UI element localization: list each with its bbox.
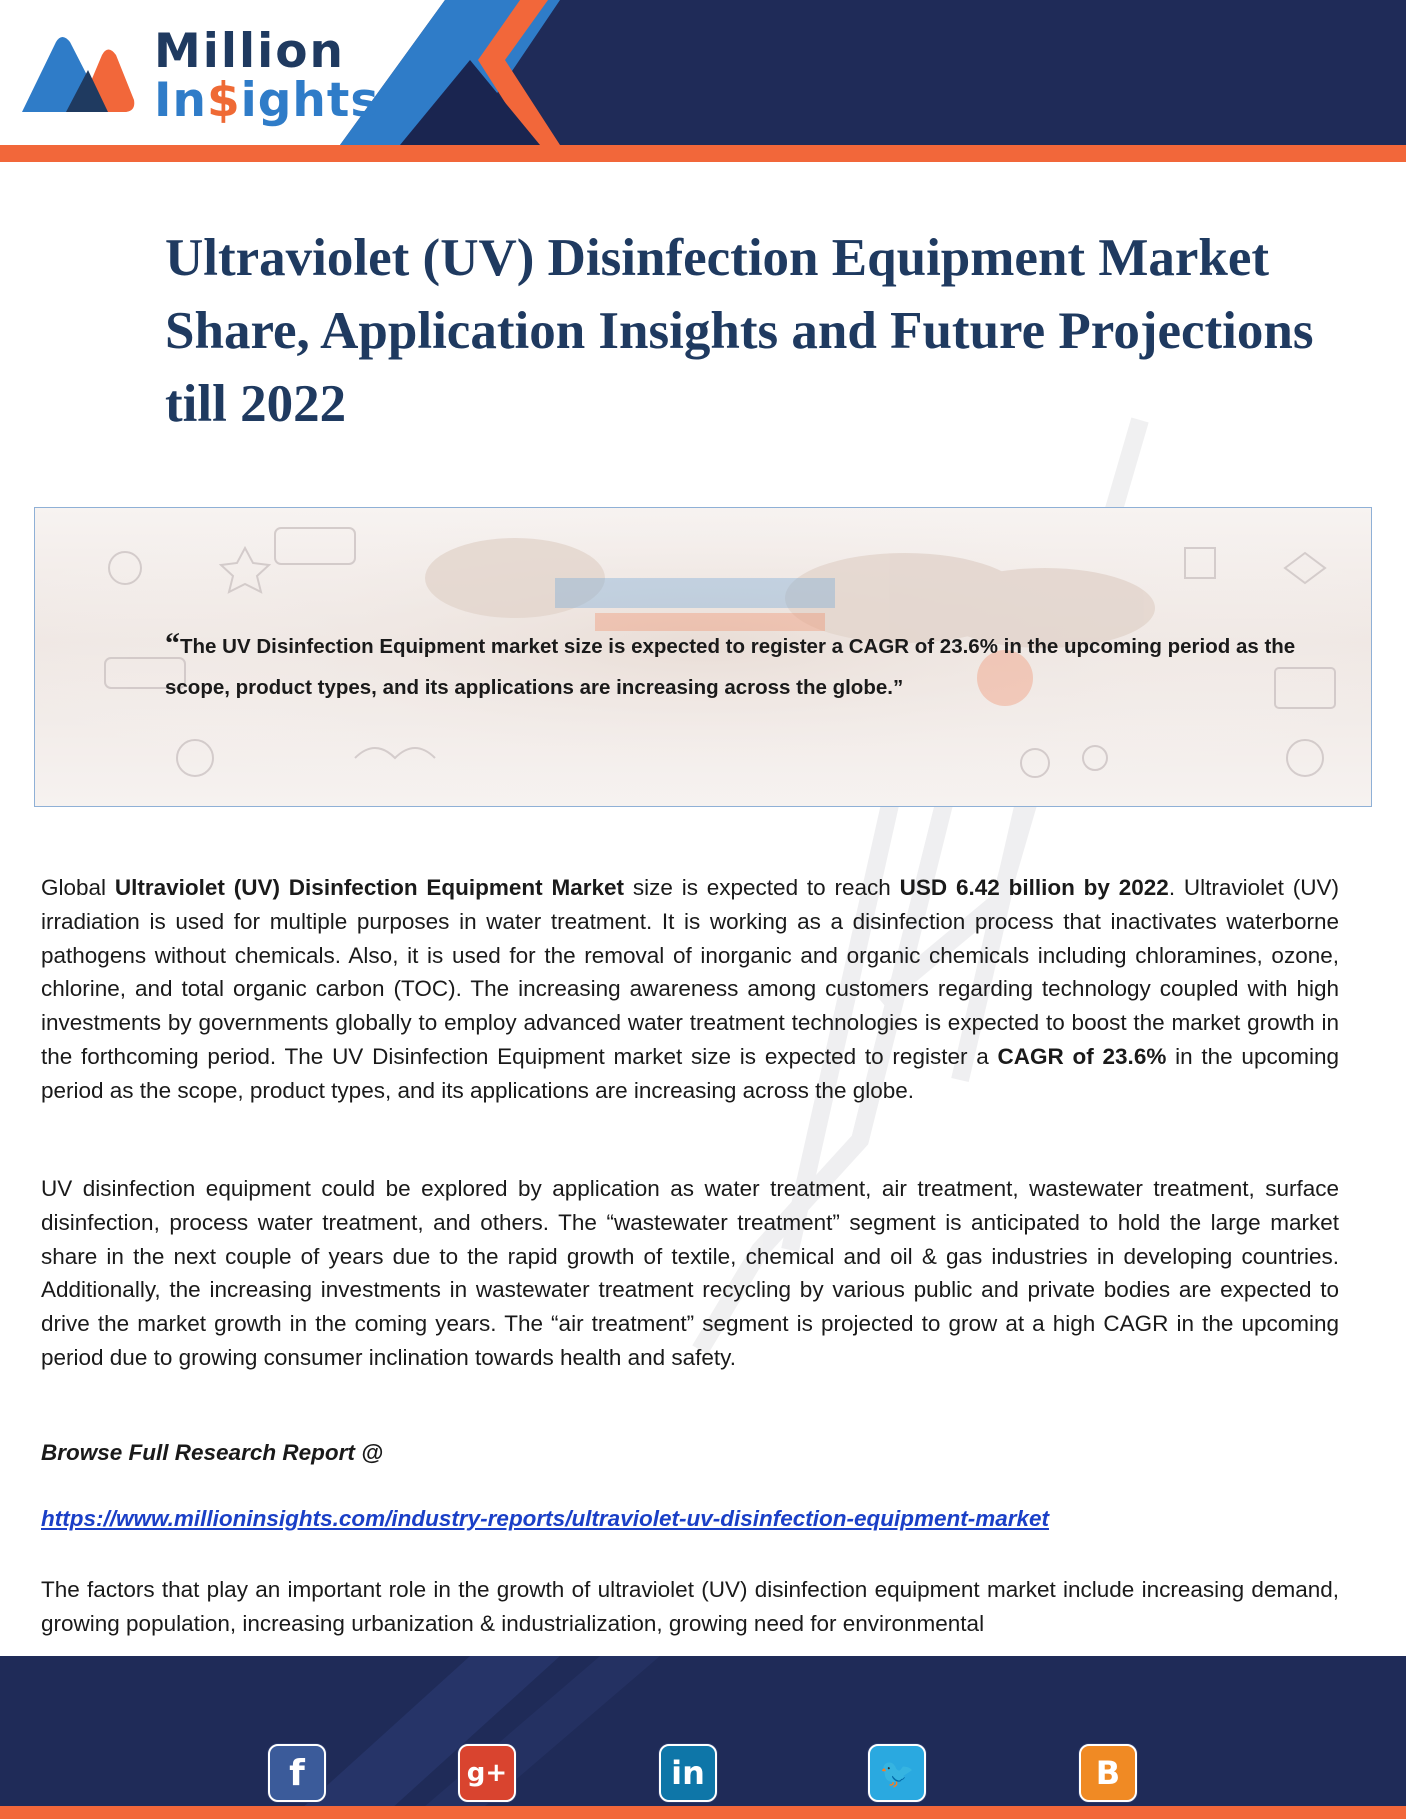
paragraph-growth-factors: The factors that play an important role in the growth of ultraviolet (UV) disinfection equipment market include increasing demand, growing population, increasing urbanization & industrialization, growing need for environmental xyxy=(41,1577,1339,1636)
brand-name-line2 xyxy=(154,73,380,128)
text-run: size is expected to reach xyxy=(624,875,900,900)
paragraph-market-overview xyxy=(41,871,1339,1108)
brand-logo-text xyxy=(154,24,380,128)
brand-dollar-glyph: $ xyxy=(206,73,241,128)
text-run: . Ultraviolet (UV) irradiation is used for multiple purposes in water treatment. It is working as a disinfection process that inactivates waterborne pathogens without chemicals. Also, it is used for the removal of inorganic and organic chemicals including chloramines, ozone, chlorine, and total organic carbon (TOC). The increasing awareness among customers regarding technology coupled with high investments by governments globally to employ advanced water treatment technologies is expected to boost the market growth in the forthcoming period. The UV Disinfection Equipment market size is expected to register a xyxy=(41,875,1339,1069)
paragraph-applications: UV disinfection equipment could be explored by application as water treatment, air treatment, wastewater treatment, surface disinfection, process water treatment, and others. The “wastewater treatment” segment is anticipated to hold the large market share in the next couple of years due to the rapid growth of textile, chemical and oil & gas industries in developing countries. Additionally, the increasing investments in wastewater treatment recycling by various public and private bodies are expected to drive the market growth in the coming years. The “air treatment” segment is projected to grow at a high CAGR in the upcoming period due to growing consumer inclination towards health and safety. xyxy=(41,1176,1339,1370)
quote-body: The UV Disinfection Equipment market size is expected to register a CAGR of 23.6% in the upcoming period as the scope, product types, and its applications are increasing across the globe.” xyxy=(165,635,1296,699)
page-footer xyxy=(0,1656,1406,1819)
page-title: Ultraviolet (UV) Disinfection Equipment Market Share, Application Insights and Future Projections till 2022 xyxy=(165,229,1314,433)
facebook-icon[interactable]: f xyxy=(268,1744,326,1802)
browse-report-label: Browse Full Research Report @ xyxy=(41,1440,384,1465)
google-plus-icon[interactable]: g+ xyxy=(458,1744,516,1802)
blogger-icon[interactable]: B xyxy=(1079,1744,1137,1802)
bold-market-size: USD 6.42 billion by 2022 xyxy=(899,875,1169,900)
bold-market-name: Ultraviolet (UV) Disinfection Equipment Market xyxy=(114,875,625,900)
brand-name-line1: Million xyxy=(154,24,345,79)
quote-banner xyxy=(34,507,1372,807)
brand-name-part: In xyxy=(154,73,207,128)
linkedin-icon[interactable]: in xyxy=(659,1744,717,1802)
brand-name-part: ights xyxy=(240,73,380,128)
text-run: Global xyxy=(41,875,115,900)
report-link[interactable]: https://www.millioninsights.com/industry-reports/ultraviolet-uv-disinfection-equipment-market xyxy=(41,1506,1049,1531)
bold-cagr: CAGR of 23.6% xyxy=(997,1043,1167,1069)
banner-quote-text xyxy=(165,623,1355,708)
quote-mark: “ xyxy=(165,627,180,660)
page-header xyxy=(0,0,1406,162)
twitter-icon[interactable]: 🐦 xyxy=(868,1744,926,1802)
text-run: in the upcoming period as the scope, product types, and its applications are increasing across the globe. xyxy=(41,1043,1339,1103)
